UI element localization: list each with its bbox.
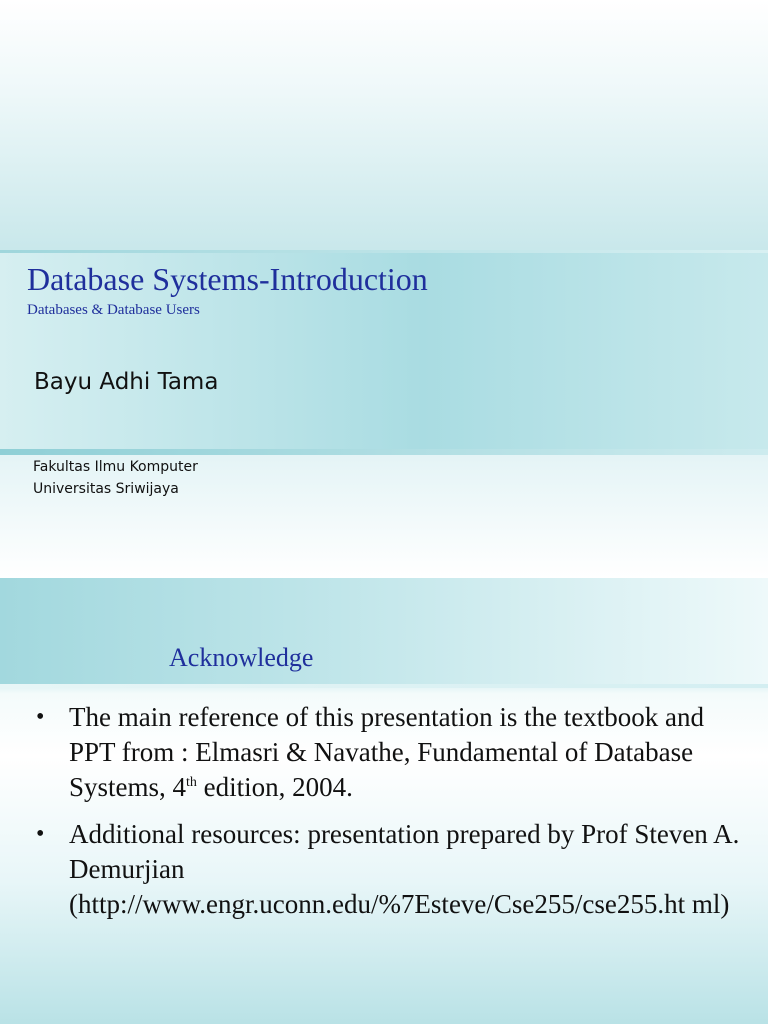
slide-title: Database Systems-Introduction [27,261,428,297]
slide-2 [0,578,768,1024]
bullet-item-resources [36,817,756,922]
affiliation-faculty: Fakultas Ilmu Komputer [33,459,198,475]
affiliation-university: Universitas Sriwijaya [33,481,179,497]
resource-url: (http://www.engr.uconn.edu/%7Esteve/Cse255/cse255.ht ml) [69,889,730,919]
slide-title: Acknowledge [169,643,314,672]
bullet-text-end: edition, 2004. [196,772,353,802]
bullet-text: Additional resources: presentation prepared by Prof Steven A. Demurjian [69,819,740,884]
header-divider [0,684,768,688]
bullet-icon: • [36,821,45,847]
bullet-list [36,700,756,934]
superscript: th [186,775,197,790]
author-name: Bayu Adhi Tama [34,369,219,395]
bullet-text: The main reference of this presentation is the textbook and PPT from : Elmasri & Navathe, Fundamental of Database Systems, 4 [69,702,705,802]
bullet-item-reference [36,700,756,805]
slide-subtitle: Databases & Database Users [27,302,200,318]
header-band [0,578,768,686]
bullet-icon: • [36,704,45,730]
